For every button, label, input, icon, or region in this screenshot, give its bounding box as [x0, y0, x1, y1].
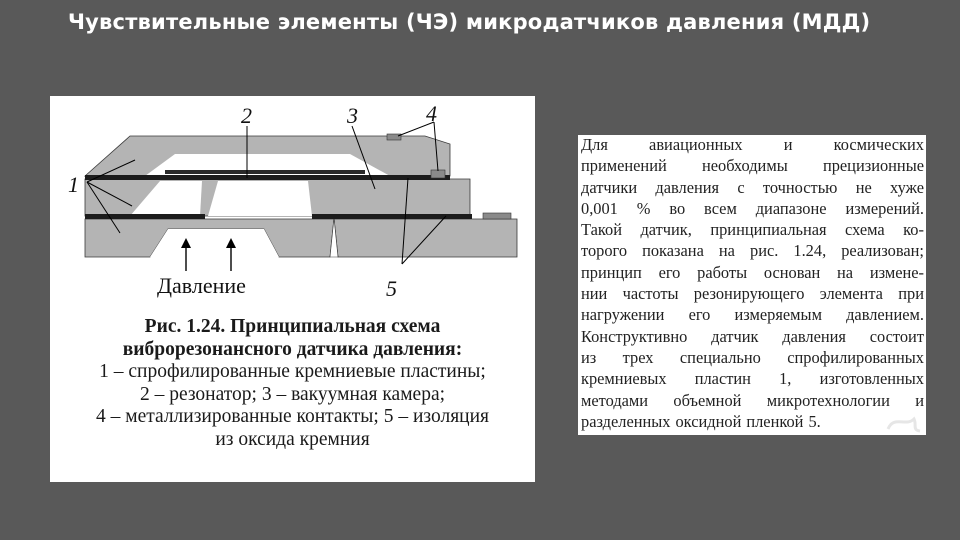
text-line — [581, 220, 924, 241]
text-word: пластин — [694, 369, 751, 389]
text-word: диапазоне — [755, 198, 827, 218]
text-word: измене- — [869, 262, 924, 282]
text-line — [581, 391, 924, 412]
metal-contact-bottom — [483, 213, 511, 219]
text-block — [578, 135, 926, 433]
text-word: % — [636, 198, 651, 218]
text-word: давлением. — [846, 305, 924, 325]
text-word: давления — [655, 177, 720, 197]
caption-title-line: Рис. 1.24. Принципиальная схема — [144, 316, 441, 337]
figure-caption — [50, 316, 535, 451]
text-word: точностью — [762, 177, 838, 197]
text-word: Такой — [581, 220, 622, 240]
text-word: частоты — [622, 284, 679, 304]
text-word: основан — [763, 262, 821, 282]
caption-line: 4 – металлизированные контакты; 5 – изоляция — [96, 406, 489, 427]
text-word: измерений. — [845, 198, 924, 218]
oxide-layer-lower-left — [85, 214, 205, 219]
text-word: ко- — [903, 220, 924, 240]
pressure-label: Давление — [157, 273, 246, 298]
text-word: во — [669, 198, 686, 218]
text-word: необходимы — [701, 156, 788, 176]
text-word: принципиальная — [710, 220, 827, 240]
text-line — [581, 178, 924, 199]
text-word: с — [737, 177, 745, 197]
text-panel — [578, 135, 926, 435]
text-word: всем — [704, 198, 737, 218]
text-word: Для — [581, 135, 608, 154]
label-1: 1 — [68, 172, 79, 197]
text-word: показана — [642, 241, 704, 261]
label-5: 5 — [386, 276, 397, 301]
text-word: датчик, — [640, 220, 692, 240]
resonator-beam — [165, 170, 365, 174]
text-line — [581, 135, 924, 156]
text-word: измеряемым — [734, 305, 822, 325]
text-word: торого — [581, 241, 628, 261]
label-3: 3 — [347, 103, 358, 128]
text-word: авиационных — [649, 135, 743, 154]
text-word: пленкой — [746, 411, 804, 431]
text-word: объемной — [673, 390, 742, 410]
caption-line: 1 – спрофилированные кремниевые пластины; — [99, 361, 486, 382]
slide-title: Чувствительные элементы (ЧЭ) микродатчиков давления (МДД) — [68, 10, 871, 34]
text-line — [581, 348, 924, 369]
text-word: схема — [845, 220, 885, 240]
text-word: и — [915, 390, 924, 410]
text-word: хуже — [890, 177, 924, 197]
text-word: датчики — [581, 177, 638, 197]
text-line — [581, 305, 924, 326]
caption-title-line: виброрезонансного датчика давления: — [122, 338, 463, 360]
text-word: реализован; — [841, 241, 924, 261]
pressure-cavity — [150, 229, 279, 257]
metal-contact-middle — [431, 170, 445, 178]
text-word: его — [658, 262, 681, 282]
text-line — [581, 156, 924, 177]
text-word: и — [783, 135, 793, 154]
text-word: рис. — [750, 241, 779, 261]
oxide-layer-upper — [85, 175, 450, 180]
text-word: спрофилированных — [787, 347, 924, 367]
text-line — [581, 412, 924, 433]
text-word: применений — [581, 156, 667, 176]
text-line — [581, 241, 924, 262]
text-word: на — [837, 262, 854, 282]
text-line — [581, 327, 924, 348]
label-2: 2 — [241, 103, 252, 128]
text-line — [581, 284, 924, 305]
text-word: из — [581, 347, 597, 367]
text-word: не — [855, 177, 872, 197]
text-word: изготовленных — [819, 369, 924, 389]
caption-line: из оксида кремния — [215, 428, 370, 450]
text-word: нагружении — [581, 305, 665, 325]
caption-line: 2 – резонатор; 3 – вакуумная камера; — [139, 383, 446, 405]
text-word: 5. — [808, 411, 821, 431]
metal-contact-top — [387, 134, 401, 140]
label-4: 4 — [426, 101, 437, 126]
figure-panel — [50, 96, 535, 482]
text-line — [581, 199, 924, 220]
text-word: резонирующего — [693, 284, 805, 304]
text-word: работы — [697, 262, 748, 282]
oxide-layer-lower-right — [312, 214, 472, 219]
text-word: давления — [782, 326, 846, 346]
text-word: при — [898, 284, 924, 304]
text-word: нии — [581, 284, 608, 304]
text-word: прецизионные — [822, 156, 924, 176]
text-line — [581, 369, 924, 390]
text-word: микротехнологии — [766, 390, 890, 410]
bottom-silicon-plate — [85, 218, 517, 257]
text-word: 1, — [779, 369, 792, 389]
text-word: трех — [622, 347, 654, 367]
text-line — [581, 263, 924, 284]
text-word: методами — [581, 390, 649, 410]
text-word: специально — [679, 347, 761, 367]
text-word: принцип — [581, 262, 642, 282]
text-word: датчик — [711, 326, 759, 346]
text-word: на — [718, 241, 735, 261]
resonator-cavity-right — [208, 181, 312, 216]
text-word: оксидной — [675, 411, 742, 431]
decoration-mark — [884, 411, 924, 433]
text-word: состоит — [869, 326, 924, 346]
text-word: 0,001 — [581, 198, 618, 218]
text-word: космических — [833, 135, 924, 154]
text-word: 1.24, — [793, 241, 827, 261]
text-word: элемента — [819, 284, 883, 304]
text-word: Конструктивно — [581, 326, 688, 346]
text-word: его — [688, 305, 711, 325]
text-word: разделенных — [581, 411, 671, 431]
text-word: кремниевых — [581, 369, 667, 389]
